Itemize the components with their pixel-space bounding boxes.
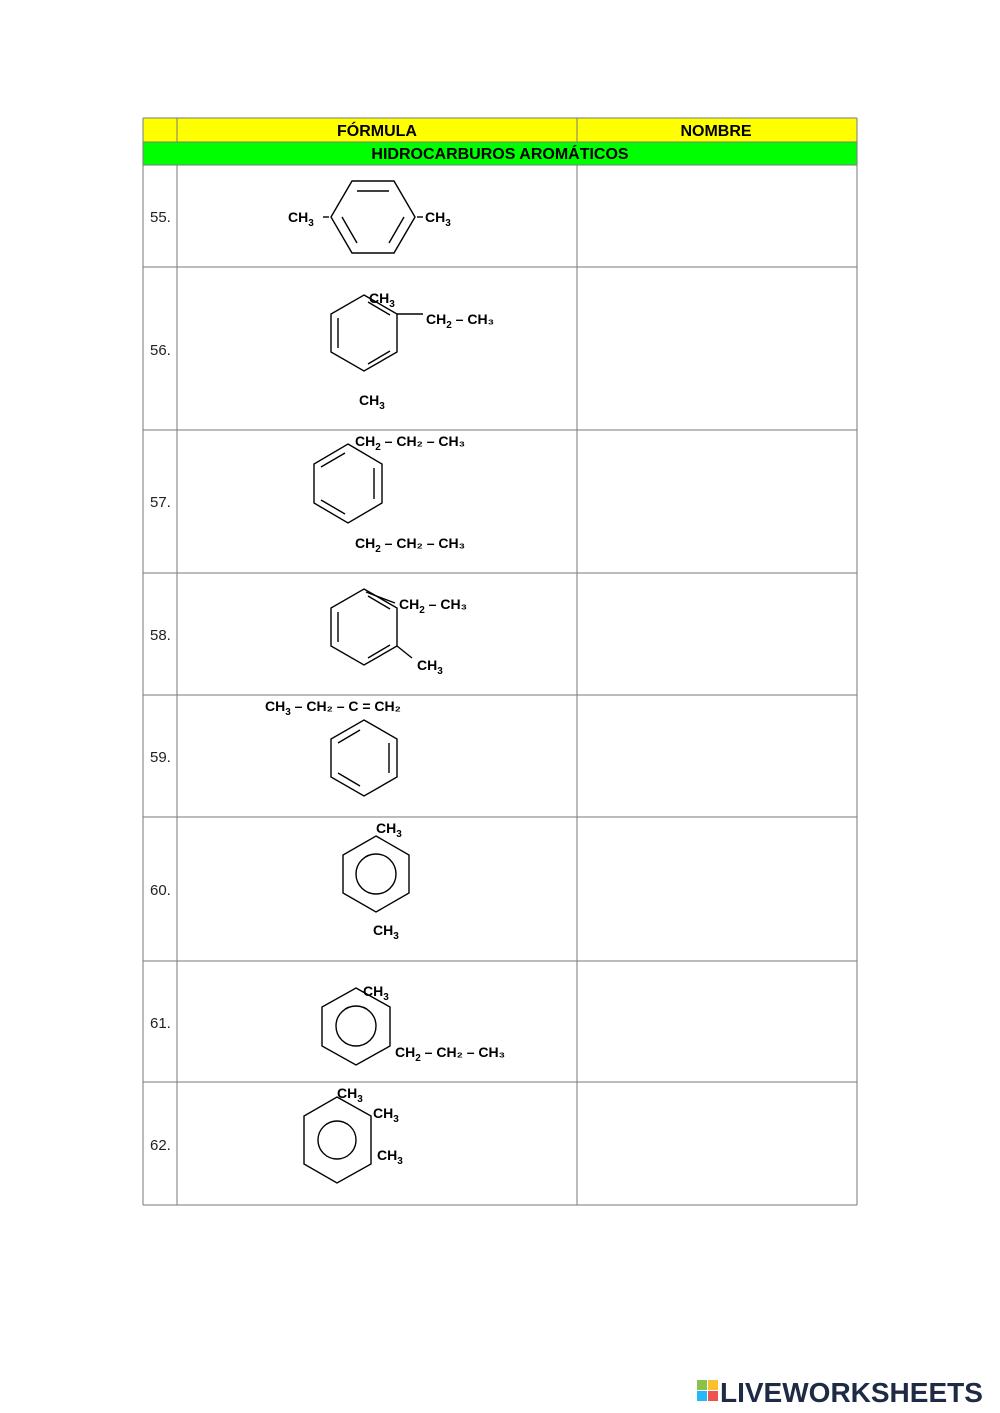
answer-field[interactable] — [578, 818, 856, 960]
chem-label: $CH_3$ — [288, 209, 314, 229]
chem-label: $CH_3 - CH_2 - C = CH_2$ — [265, 698, 401, 718]
answer-field[interactable] — [578, 268, 856, 429]
chem-label: $CH_3$ — [373, 1105, 399, 1125]
chem-label: $CH_3$ — [417, 657, 443, 677]
chem-label: $CH_3$ — [363, 983, 389, 1003]
section-title: HIDROCARBUROS AROMÁTICOS — [371, 146, 629, 163]
structure-60 — [343, 820, 409, 942]
structure-57 — [314, 433, 465, 555]
column-header-name: NOMBRE — [680, 123, 752, 140]
chem-label: $CH_3$ — [376, 820, 402, 840]
row-number: 58. — [150, 627, 171, 644]
row-number: 60. — [150, 882, 171, 899]
answer-field[interactable] — [578, 1083, 856, 1204]
structure-59 — [265, 698, 401, 796]
row-number: 61. — [150, 1015, 171, 1032]
answer-field[interactable] — [578, 166, 856, 266]
column-header-formula: FÓRMULA — [337, 123, 417, 140]
chem-label: $CH_2 - CH_2 - CH_3$ — [355, 535, 466, 555]
structure-56 — [331, 290, 494, 412]
chem-label: $CH_3$ — [373, 922, 399, 942]
row-number: 59. — [150, 749, 171, 766]
structure-61 — [322, 983, 505, 1065]
row-number: 56. — [150, 342, 171, 359]
chem-label: $CH_3$ — [425, 209, 451, 229]
chem-label: $CH_3$ — [337, 1085, 363, 1105]
answer-field[interactable] — [578, 696, 856, 816]
row-number: 62. — [150, 1137, 171, 1154]
structure-55 — [288, 181, 451, 253]
chem-label: $CH_3$ — [377, 1147, 403, 1167]
structure-58 — [331, 589, 467, 677]
structure-62 — [304, 1085, 403, 1183]
row-number: 57. — [150, 494, 171, 511]
chem-label: $CH_3$ — [369, 290, 395, 310]
answer-field[interactable] — [578, 431, 856, 572]
chem-label: $CH_2 - CH_3$ — [426, 311, 495, 331]
row-number: 55. — [150, 209, 171, 226]
chem-label: $CH_2 - CH_2 - CH_3$ — [355, 433, 466, 453]
liveworksheets-logo-icon — [697, 1380, 718, 1401]
answer-field[interactable] — [578, 962, 856, 1081]
chem-label: $CH_2 - CH_3$ — [399, 596, 468, 616]
brand-name: LIVEWORKSHEETS — [720, 1377, 983, 1408]
chem-label: $CH_3$ — [359, 392, 385, 412]
liveworksheets-logo[interactable] — [697, 1377, 983, 1408]
chem-label: $CH_2 - CH_2 - CH_3$ — [395, 1044, 506, 1064]
answer-field[interactable] — [578, 574, 856, 694]
